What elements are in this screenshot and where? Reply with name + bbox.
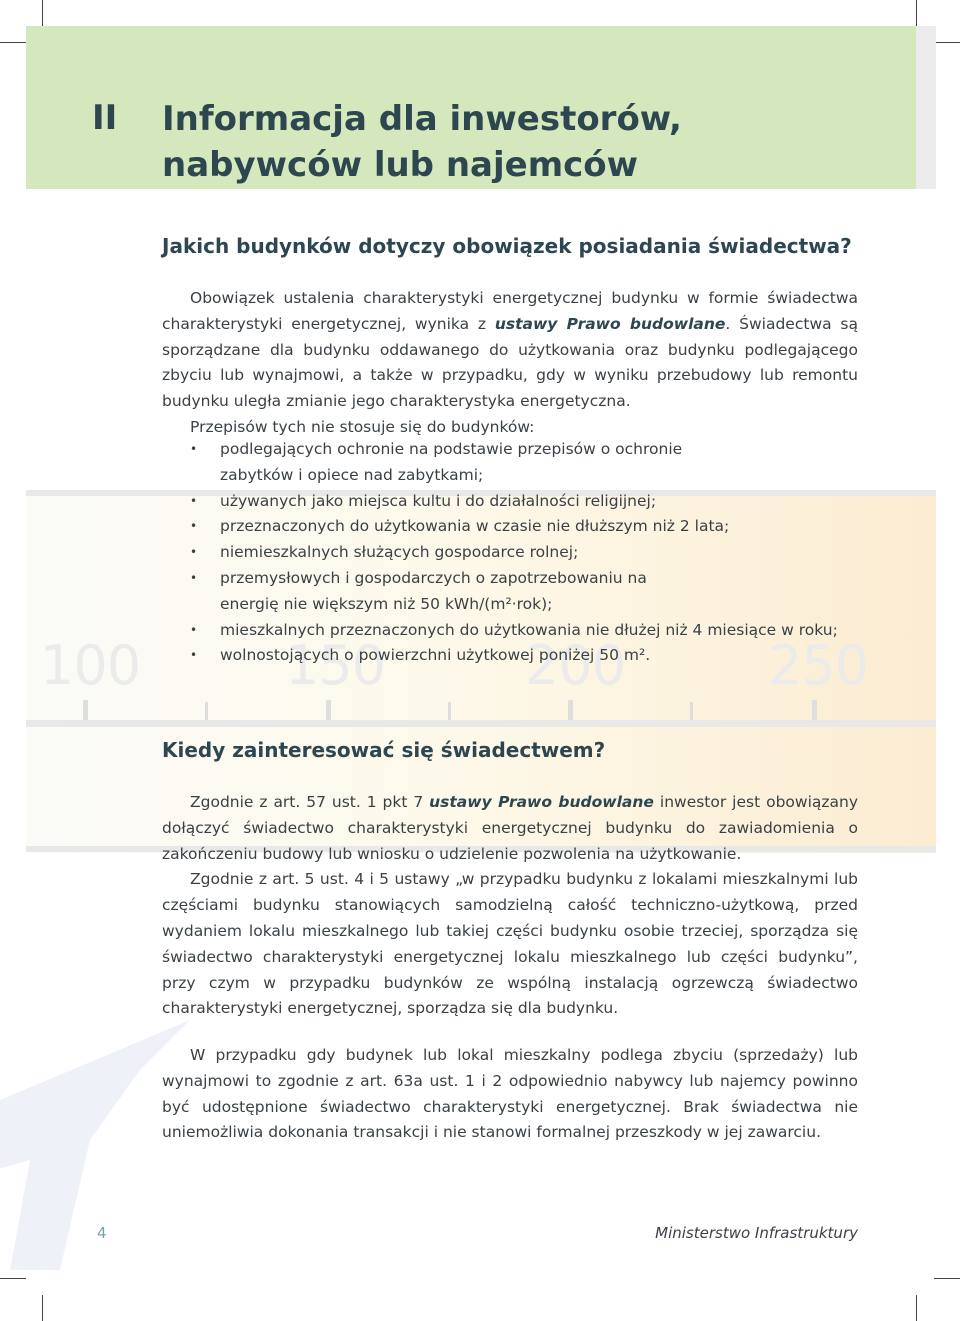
chapter-title-line: Informacja dla inwestorów, bbox=[162, 99, 682, 139]
text: Obowiązek ustalenia charakterystyki energetycznej budynku w formie świadectwa charakterystyki energetycznej, wynika z bbox=[162, 289, 858, 333]
scale-tick bbox=[448, 702, 451, 720]
scale-tick bbox=[568, 700, 573, 720]
list-item: • przeznaczonych do użytkowania w czasie nie dłuższym niż 2 lata; bbox=[162, 514, 862, 540]
list-item: • używanych jako miejsca kultu i do działalności religijnej; bbox=[162, 489, 862, 515]
section2-closing bbox=[162, 1043, 858, 1146]
publisher-name: Ministerstwo Infrastruktury bbox=[655, 1224, 858, 1242]
header-edge bbox=[916, 26, 936, 189]
scale-tick bbox=[690, 702, 693, 720]
section2-body bbox=[162, 790, 858, 1022]
list-item: • mieszkalnych przeznaczonych do użytkowania nie dłużej niż 4 miesiące w roku; bbox=[162, 618, 862, 644]
list-item: • podlegających ochronie na podstawie przepisów o ochronie zabytków i opiece nad zabytkami; bbox=[162, 437, 862, 489]
scale-label: 150 bbox=[285, 634, 386, 697]
paragraph: W przypadku gdy budynek lub lokal mieszkalny podlega zbyciu (sprzedaży) lub wynajmowi to zgodnie z art. 63a ust. 1 i 2 odpowiednio nabywcy lub najemcy powinno być udostępnione świadectwo charakterystyki energetycznej. Brak świadectwa nie uniemożliwia dokonania transakcji i nie stanowi formalnej przeszkody w jej zawarciu. bbox=[162, 1046, 858, 1142]
list-item: • przemysłowych i gospodarczych o zapotrzebowaniu na energię nie większym niż 50 kWh/(m²·rok); bbox=[162, 566, 862, 618]
scale-tick bbox=[83, 700, 88, 720]
scale-tick bbox=[326, 700, 331, 720]
section1-body bbox=[162, 286, 858, 441]
list-item: • wolnostojących o powierzchni użytkowej poniżej 50 m². bbox=[162, 643, 862, 669]
section-heading: Jakich budynków dotyczy obowiązek posiadania świadectwa? bbox=[162, 234, 852, 258]
paragraph: Zgodnie z art. 5 ust. 4 i 5 ustawy „w przypadku budynku z lokalami mieszkalnymi lub częściami budynku stanowiących samodzielną całość techniczno-użytkową, przed wydaniem lokalu mieszkalnego lub takiej części budynku osobie trzeciej, sporządza się świadectwo charakterystyki energetycznej lokalu mieszkalnego lub części budynku”, przy czym w przypadku budynków ze wspólną instalacją ogrzewczą świadectwo charakterystyki energetycznej, sporządza się dla budynku. bbox=[162, 870, 858, 1018]
text: . Świadectwa są sporządzane dla budynku oddawanego do użytkowania oraz budynku podlegającego zbyciu lub wynajmowi, a także w przypadku, gdy w wyniku przebudowy lub remontu budynku uległa zmianie jego charakterystyka energetyczna. bbox=[162, 314, 858, 411]
text: inwestor jest obowiązany dołączyć świadectwo charakterystyki energetycznej budynku do zawiadomienia o zakończeniu budowy lub wniosku o udzielenie pozwolenia na użytkowanie. bbox=[162, 793, 859, 863]
chapter-number: II bbox=[92, 98, 118, 138]
law-reference: ustawy Prawo budowlane bbox=[494, 314, 726, 333]
paragraph bbox=[162, 790, 858, 867]
background-stripe bbox=[26, 720, 936, 727]
paragraph bbox=[162, 286, 858, 415]
chapter-title bbox=[162, 96, 682, 188]
scale-label: 250 bbox=[768, 634, 869, 697]
chapter-title-line: nabywców lub najemców bbox=[162, 145, 639, 185]
scale-label: 200 bbox=[525, 634, 626, 697]
scale-label: 100 bbox=[40, 634, 141, 697]
list-item: • niemieszkalnych służących gospodarce rolnej; bbox=[162, 540, 862, 566]
page-number: 4 bbox=[97, 1224, 107, 1242]
section-heading: Kiedy zainteresować się świadectwem? bbox=[162, 738, 606, 762]
text: Zgodnie z art. 57 ust. 1 pkt 7 bbox=[190, 793, 430, 811]
paragraph: Przepisów tych nie stosuje się do budynków: bbox=[190, 417, 535, 436]
law-reference: ustawy Prawo budowlane bbox=[429, 793, 654, 811]
exemption-list bbox=[162, 437, 862, 669]
scale-tick bbox=[205, 702, 208, 720]
scale-tick bbox=[812, 700, 817, 720]
